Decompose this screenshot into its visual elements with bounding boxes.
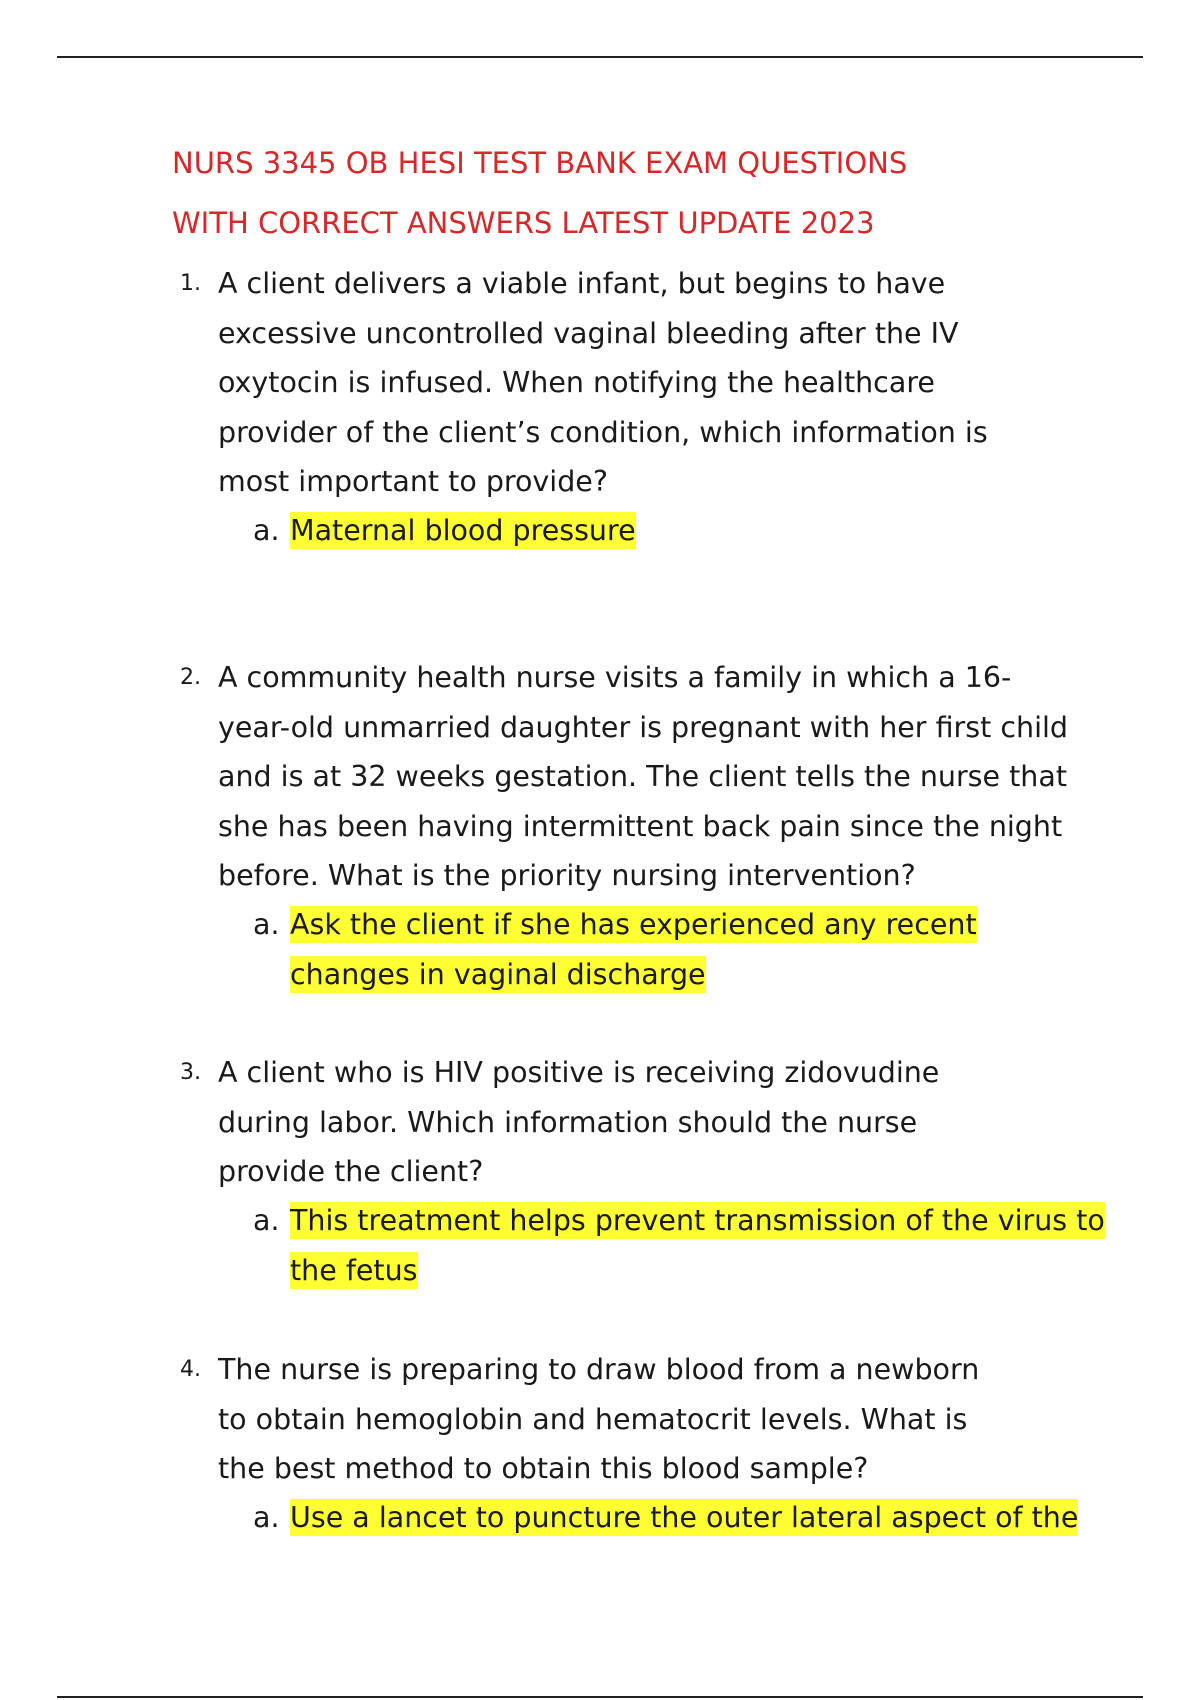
question-line: to obtain hemoglobin and hematocrit levels. What is	[218, 1402, 968, 1436]
question-2	[180, 653, 1100, 901]
answer-letter: a.	[253, 1501, 280, 1534]
question-line: year-old unmarried daughter is pregnant with her first child	[218, 710, 1068, 744]
question-line: before. What is the priority nursing intervention?	[218, 859, 916, 892]
answer-3	[253, 1196, 1133, 1295]
document-title-line-2: WITH CORRECT ANSWERS LATEST UPDATE 2023	[172, 206, 875, 240]
answer-text	[290, 1493, 1133, 1543]
question-line: during labor. Which information should the nurse	[218, 1105, 918, 1139]
question-line: A client delivers a viable infant, but begins to have	[218, 267, 946, 300]
question-line: the best method to obtain this blood sample?	[218, 1452, 869, 1485]
question-line: A client who is HIV positive is receiving zidovudine	[218, 1056, 940, 1089]
answer-2	[253, 900, 1133, 999]
answer-text	[290, 1196, 1133, 1295]
question-text	[218, 653, 1100, 901]
highlighted-answer: Maternal blood pressure	[290, 514, 636, 547]
document-title-line-1: NURS 3345 OB HESI TEST BANK EXAM QUESTIONS	[172, 146, 908, 180]
question-1	[180, 259, 1100, 507]
question-number: 4.	[180, 1357, 201, 1382]
question-number: 3.	[180, 1060, 201, 1085]
highlighted-answer: changes in vaginal discharge	[290, 957, 706, 991]
answer-text	[290, 900, 1133, 999]
answer-1	[253, 506, 1133, 556]
bottom-rule	[57, 1696, 1143, 1698]
question-number: 1.	[180, 271, 201, 296]
answer-text	[290, 506, 1133, 556]
question-line: and is at 32 weeks gestation. The client tells the nurse that	[218, 760, 1067, 793]
top-rule	[57, 56, 1143, 58]
question-4	[180, 1345, 1100, 1494]
question-3	[180, 1048, 1100, 1197]
highlighted-answer: the fetus	[290, 1253, 418, 1287]
answer-letter: a.	[253, 514, 280, 547]
question-line: provide the client?	[218, 1155, 484, 1188]
highlighted-answer: This treatment helps prevent transmission of the virus to	[290, 1204, 1105, 1237]
question-line: oxytocin is infused. When notifying the healthcare	[218, 366, 935, 399]
highlighted-answer: Use a lancet to puncture the outer lateral aspect of the	[290, 1501, 1079, 1534]
question-text	[218, 1345, 1100, 1494]
answer-letter: a.	[253, 908, 280, 941]
question-line: excessive uncontrolled vaginal bleeding after the IV	[218, 316, 959, 350]
question-line: provider of the client’s condition, which information is	[218, 415, 988, 449]
question-line: A community health nurse visits a family in which a 16-	[218, 661, 1012, 694]
question-text	[218, 1048, 1100, 1197]
highlighted-answer: Ask the client if she has experienced any recent	[290, 908, 977, 941]
question-line: she has been having intermittent back pain since the night	[218, 809, 1063, 843]
question-text	[218, 259, 1100, 507]
question-number: 2.	[180, 665, 201, 690]
answer-4	[253, 1493, 1133, 1543]
question-line: most important to provide?	[218, 465, 608, 498]
question-line: The nurse is preparing to draw blood from a newborn	[218, 1353, 980, 1386]
answer-letter: a.	[253, 1204, 280, 1237]
